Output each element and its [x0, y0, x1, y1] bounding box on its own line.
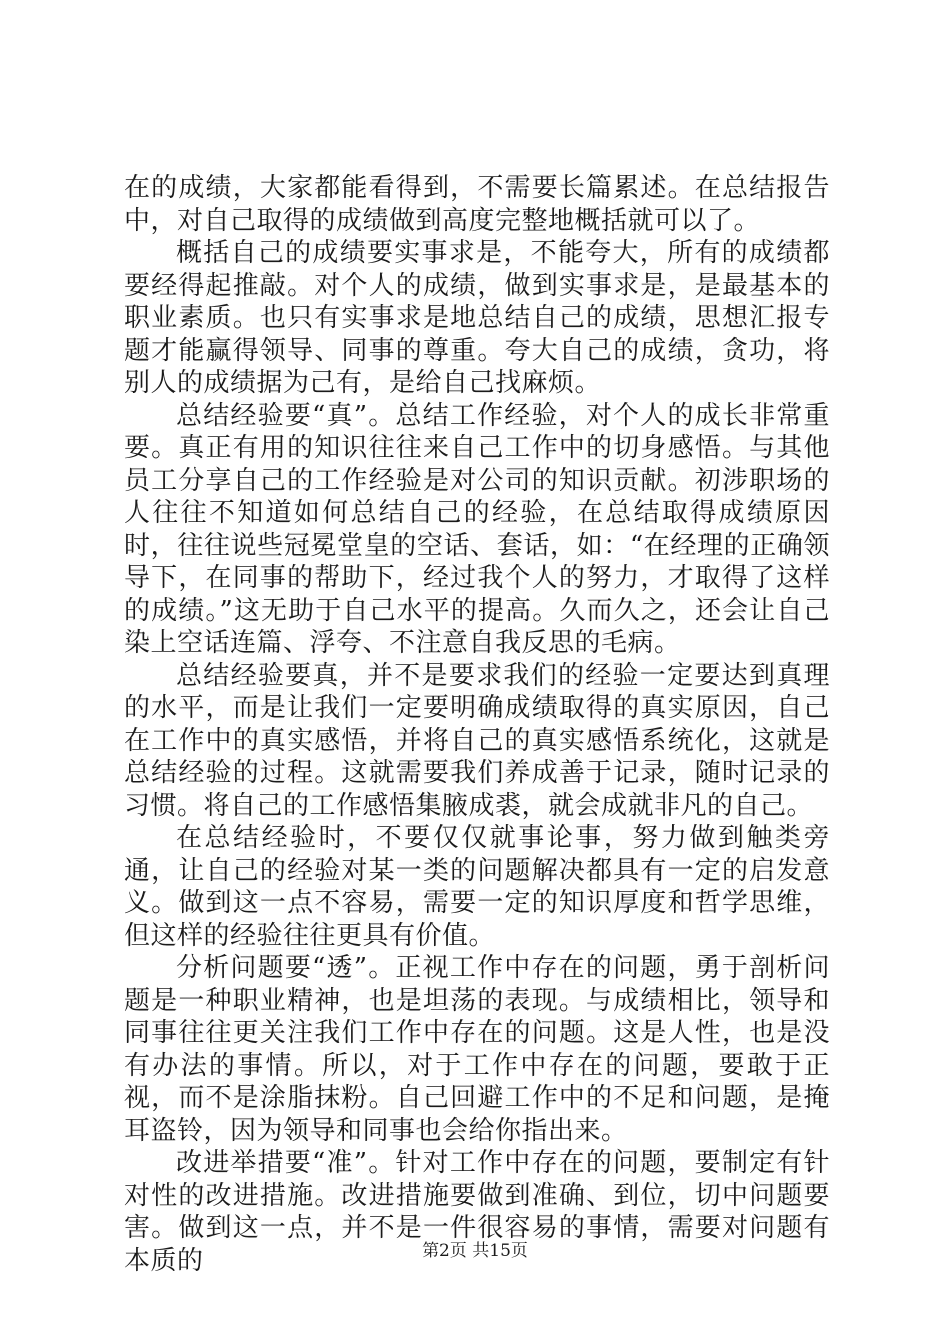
paragraph-2: 概括自己的成绩要实事求是，不能夸大，所有的成绩都要经得起推敲。对个人的成绩，做到实事求是，是最基本的职业素质。也只有实事求是地总结自己的成绩，思想汇报专题才能赢得领导、同事的尊重。夸大自己的成绩，贪功，将别人的成绩据为己有，是给自己找麻烦。 — [124, 238, 830, 398]
paragraph-3: 总结经验要“真”。总结工作经验，对个人的成长非常重要。真正有用的知识往往来自己工作中的切身感悟。与其他员工分享自己的工作经验是对公司的知识贡献。初涉职场的人往往不知道如何总结自己的经验，在总结取得成绩原因时，往往说些冠冕堂皇的空话、套话，如：“在经理的正确领导下，在同事的帮助下，经过我个人的努力，才取得了这样的成绩。”这无助于自己水平的提高。久而久之，还会让自己染上空话连篇、浮夸、不注意自我反思的毛病。 — [124, 400, 830, 658]
document-body — [124, 172, 830, 1277]
page-footer: 第2页 共15页 — [422, 1241, 528, 1261]
paragraph-6: 分析问题要“透”。正视工作中存在的问题，勇于剖析问题是一种职业精神，也是坦荡的表现。与成绩相比，领导和同事往往更关注我们工作中存在的问题。这是人性，也是没有办法的事情。所以，对于工作中存在的问题，要敢于正视，而不是涂脂抹粉。自己回避工作中的不足和问题，是掩耳盗铃，因为领导和同事也会给你指出来。 — [124, 953, 830, 1146]
paragraph-4: 总结经验要真，并不是要求我们的经验一定要达到真理的水平，而是让我们一定要明确成绩取得的真实原因，自己在工作中的真实感悟，并将自己的真实感悟系统化，这就是总结经验的过程。这就需要我们养成善于记录，随时记录的习惯。将自己的工作感悟集腋成裘，就会成就非凡的自己。 — [124, 660, 830, 821]
paragraph-7: 改进举措要“准”。针对工作中存在的问题，要制定有针对性的改进措施。改进措施要做到准确、到位，切中问题要害。做到这一点，并不是一件很容易的事情，需要对问题有本质的 — [124, 1148, 830, 1276]
paragraph-1: 在的成绩，大家都能看得到，不需要长篇累述。在总结报告中，对自己取得的成绩做到高度完整地概括就可以了。 — [124, 173, 830, 236]
paragraph-5: 在总结经验时，不要仅仅就事论事，努力做到触类旁通，让自己的经验对某一类的问题解决都具有一定的启发意义。做到这一点不容易，需要一定的知识厚度和哲学思维，但这样的经验往往更具有价值。 — [124, 823, 830, 951]
